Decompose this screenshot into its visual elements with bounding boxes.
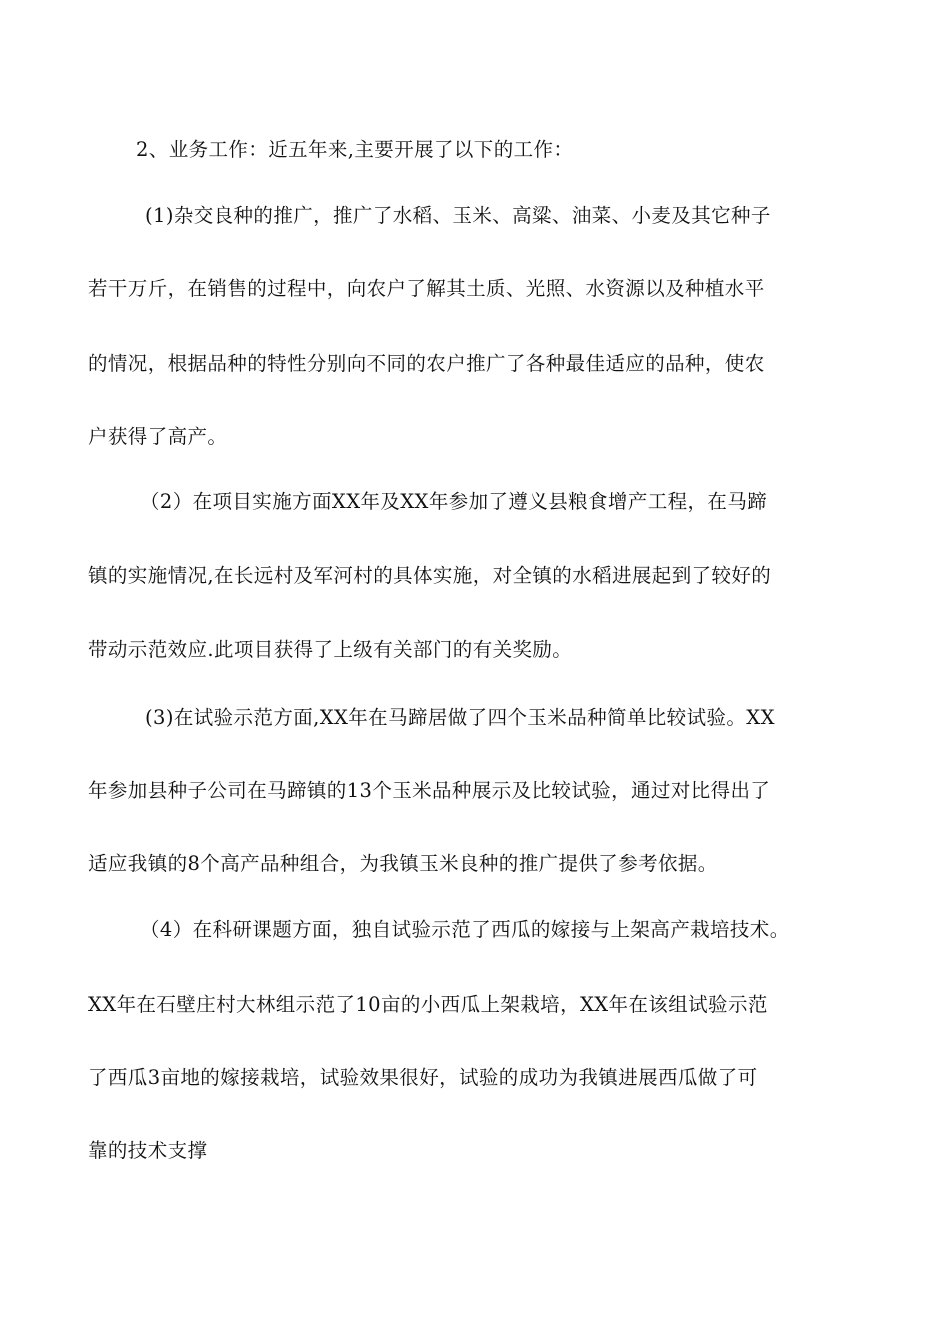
text-line: (3)在试验示范方面,XX年在马蹄居做了四个玉米品种简单比较试验。XX [145,706,775,729]
text-line: 适应我镇的8个高产品种组合，为我镇玉米良种的推广提供了参考依据。 [88,852,718,875]
text-line: 若干万斤，在销售的过程中，向农户了解其土质、光照、水资源以及种植水平 [88,277,765,300]
text-line: 户获得了高产。 [88,425,228,448]
text-line: （4）在科研课题方面，独自试验示范了西瓜的嫁接与上架高产栽培技术。 [140,918,790,941]
text-line: 2、业务工作：近五年来,主要开展了以下的工作： [136,138,574,161]
text-line: （2）在项目实施方面XX年及XX年参加了遵义县粮食增产工程，在马蹄 [140,490,768,513]
text-line: 靠的技术支撑 [88,1139,208,1162]
text-line: 带动示范效应.此项目获得了上级有关部门的有关奖励。 [88,638,573,661]
text-line: (1)杂交良种的推广，推广了水稻、玉米、高粱、油菜、小麦及其它种子 [145,204,771,227]
text-line: 了西瓜3亩地的嫁接栽培，试验效果很好，试验的成功为我镇进展西瓜做了可 [88,1066,758,1089]
text-line: 年参加县种子公司在马蹄镇的13个玉米品种展示及比较试验，通过对比得出了 [88,779,771,802]
text-line: 镇的实施情况,在长远村及军河村的具体实施，对全镇的水稻进展起到了较好的 [88,564,772,587]
text-line: XX年在石壁庄村大林组示范了10亩的小西瓜上架栽培，XX年在该组试验示范 [88,993,768,1016]
text-line: 的情况，根据品种的特性分别向不同的农户推广了各种最佳适应的品种，使农 [88,352,765,375]
